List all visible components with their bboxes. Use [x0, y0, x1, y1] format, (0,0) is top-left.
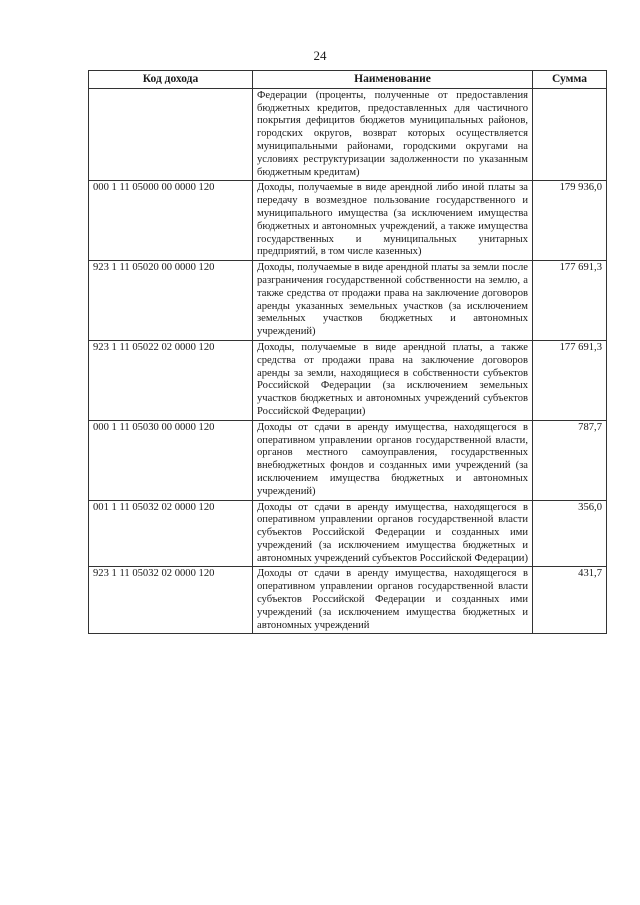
- table-header-row: [89, 71, 607, 89]
- income-name: Доходы, получаемые в виде арендной либо иной платы за передачу в возмездное пользование государственного и муниципального имущества (за исключением имущества бюджетных и автономных учреждений, а также имущества государственных и муниципальных унитарных предприятий, в том числе казенных): [253, 181, 533, 261]
- income-table: [88, 70, 607, 634]
- table-row: [89, 567, 607, 634]
- income-sum: 179 936,0: [533, 181, 607, 261]
- income-name: Доходы от сдачи в аренду имущества, находящегося в оперативном управлении органов государственной власти, органов местного самоуправления, государственных внебюджетных фондов и созданных ими учреждений (за исключением имущества бюджетных и автономных учреждений): [253, 420, 533, 500]
- header-name: Наименование: [253, 71, 533, 89]
- income-name: Доходы, получаемые в виде арендной платы, а также средства от продажи права на заключение договоров аренды за земли, находящиеся в собственности субъектов Российской Федерации (за исключением земельных участков бюджетных и автономных учреждений субъектов Российской Федерации): [253, 340, 533, 420]
- income-name: Доходы от сдачи в аренду имущества, находящегося в оперативном управлении органов государственной власти субъектов Российской Федерации и созданных ими учреждений (за исключением имущества бюджетных и автономных учреждений: [253, 567, 533, 634]
- table-row: [89, 420, 607, 500]
- income-code: 000 1 11 05000 00 0000 120: [89, 181, 253, 261]
- income-code: 001 1 11 05032 02 0000 120: [89, 500, 253, 567]
- page-number: 24: [313, 48, 327, 63]
- income-name: Доходы, получаемые в виде арендной платы за земли после разграничения государственной собственности на землю, а также средства от продажи права на заключение договоров аренды указанных земельных участков (за исключением земельных участков бюджетных и автономных учреждений): [253, 261, 533, 341]
- income-code: 923 1 11 05020 00 0000 120: [89, 261, 253, 341]
- income-sum: 787,7: [533, 420, 607, 500]
- table-row: [89, 88, 607, 181]
- header-code: Код дохода: [89, 71, 253, 89]
- income-code: 923 1 11 05032 02 0000 120: [89, 567, 253, 634]
- income-code: 923 1 11 05022 02 0000 120: [89, 340, 253, 420]
- table-row: [89, 181, 607, 261]
- income-code: [89, 88, 253, 181]
- table-row: [89, 340, 607, 420]
- income-sum: 356,0: [533, 500, 607, 567]
- income-name: Федерации (проценты, полученные от предоставления бюджетных кредитов, предоставленных для частичного покрытия дефицитов бюджетов муниципальных районов, городских округов, возврат которых осуществляется муниципальными районами, городскими округами на условиях реструктуризации задолженности по указанным бюджетным кредитам): [253, 88, 533, 181]
- income-code: 000 1 11 05030 00 0000 120: [89, 420, 253, 500]
- income-name: Доходы от сдачи в аренду имущества, находящегося в оперативном управлении органов государственной власти субъектов Российской Федерации и созданных ими учреждений (за исключением имущества бюджетных и автономных учреждений субъектов Российской Федерации): [253, 500, 533, 567]
- income-sum: 177 691,3: [533, 261, 607, 341]
- income-sum: 431,7: [533, 567, 607, 634]
- table-row: [89, 500, 607, 567]
- income-sum: [533, 88, 607, 181]
- income-sum: 177 691,3: [533, 340, 607, 420]
- header-sum: Сумма: [533, 71, 607, 89]
- table-row: [89, 261, 607, 341]
